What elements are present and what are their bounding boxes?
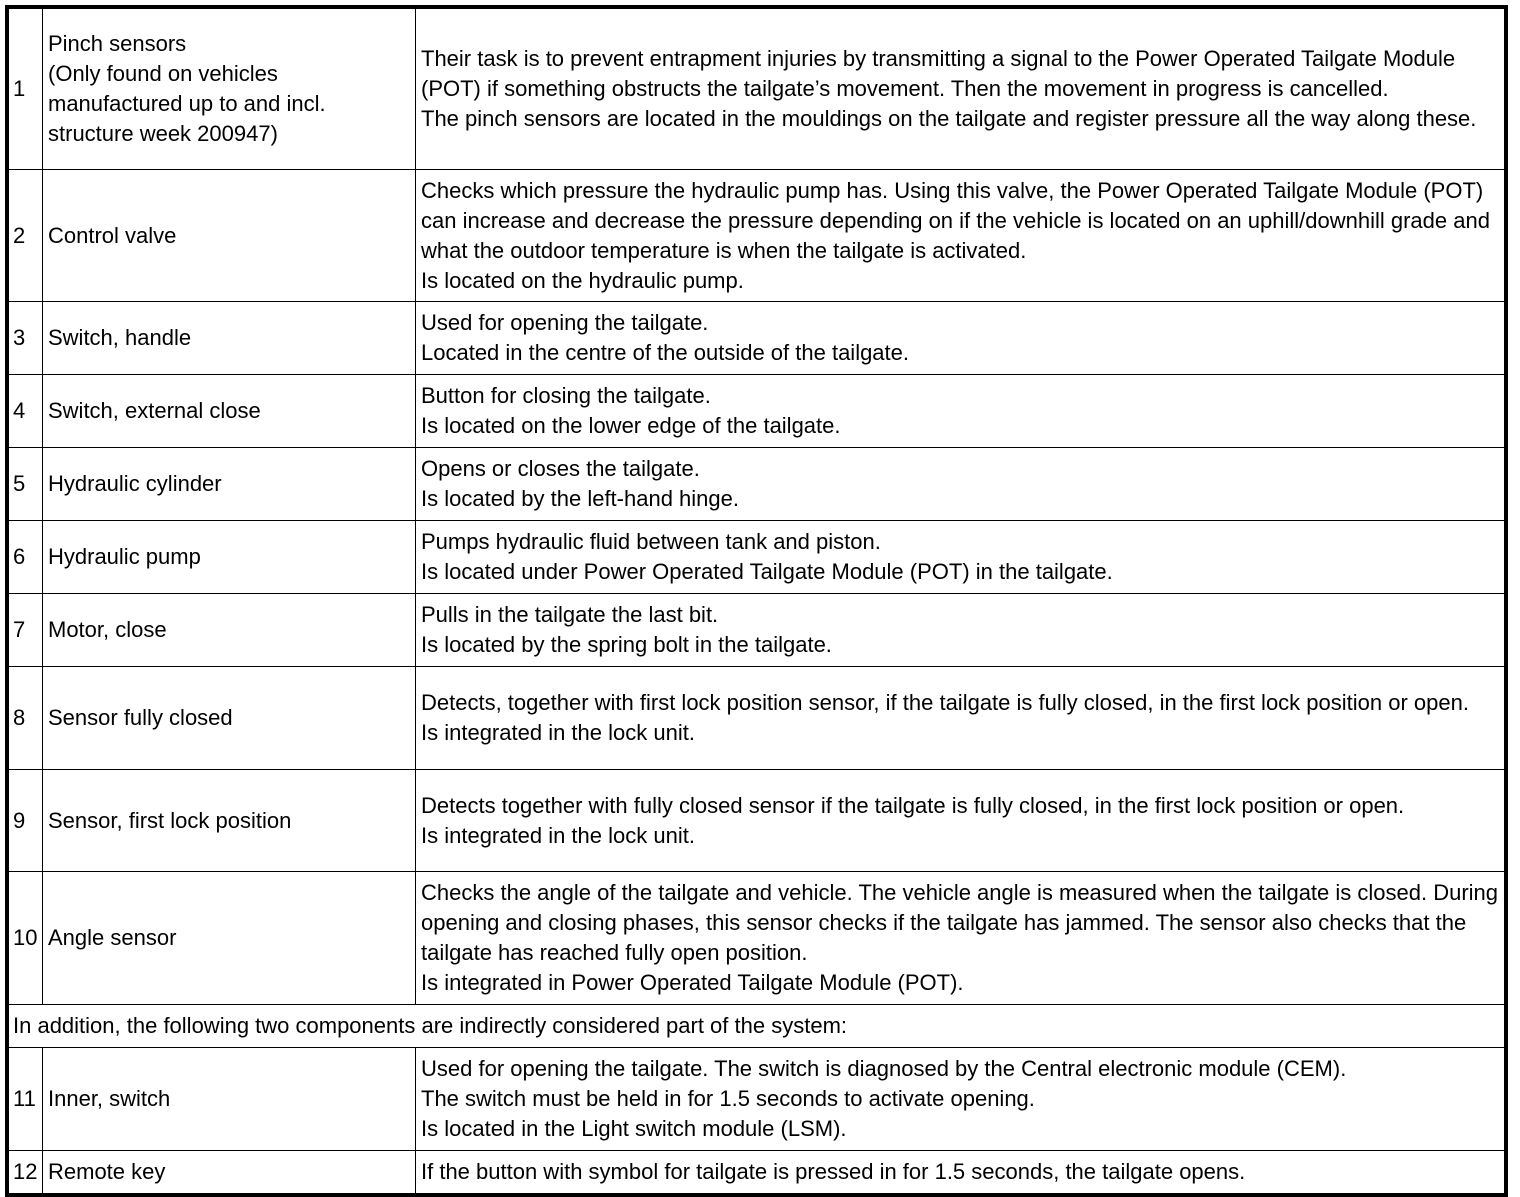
component-description xyxy=(416,7,1507,170)
description-line: The pinch sensors are located in the mouldings on the tailgate and register pressure all the way along these. xyxy=(421,106,1477,131)
component-description xyxy=(416,770,1507,872)
row-number: 8 xyxy=(7,667,43,770)
component-name xyxy=(43,594,416,667)
table-row xyxy=(7,521,1506,594)
description-line: Is integrated in Power Operated Tailgate Module (POT). xyxy=(421,970,964,995)
description-line: Located in the centre of the outside of the tailgate. xyxy=(421,340,910,365)
row-number: 10 xyxy=(7,872,43,1005)
table-row xyxy=(7,375,1506,448)
description-line: Is located in the Light switch module (LSM). xyxy=(421,1116,847,1141)
description-line: The switch must be held in for 1.5 seconds to activate opening. xyxy=(421,1086,1035,1111)
component-description xyxy=(416,594,1507,667)
table-row xyxy=(7,1151,1506,1196)
component-name xyxy=(43,1048,416,1151)
component-description xyxy=(416,521,1507,594)
table-row xyxy=(7,7,1506,170)
table-row xyxy=(7,770,1506,872)
description-line: Is integrated in the lock unit. xyxy=(421,720,695,745)
component-name-line: Angle sensor xyxy=(48,925,177,950)
component-name xyxy=(43,667,416,770)
component-name-line: Motor, close xyxy=(48,617,167,642)
description-line: Is located by the left-hand hinge. xyxy=(421,486,739,511)
component-name-line: Switch, external close xyxy=(48,398,261,423)
description-line: Their task is to prevent entrapment injuries by transmitting a signal to the Power Operated Tailgate Module (POT) if something obstructs the tailgate’s movement. Then the movement in progress is cancelled. xyxy=(421,46,1456,101)
component-name xyxy=(43,521,416,594)
description-line: Opens or closes the tailgate. xyxy=(421,456,700,481)
component-name-line: Switch, handle xyxy=(48,325,192,350)
row-number: 2 xyxy=(7,170,43,302)
row-number: 11 xyxy=(7,1048,43,1151)
component-description xyxy=(416,170,1507,302)
description-line: Used for opening the tailgate. The switch is diagnosed by the Central electronic module (CEM). xyxy=(421,1056,1347,1081)
description-line: Is located on the hydraulic pump. xyxy=(421,267,744,293)
description-line: Checks the angle of the tailgate and vehicle. The vehicle angle is measured when the tailgate is closed. During opening and closing phases, this sensor checks if the tailgate has jammed. The sensor also checks that the tailgate has reached fully open position. xyxy=(421,880,1499,965)
component-name xyxy=(43,170,416,302)
table-row xyxy=(7,448,1506,521)
component-name-line: Remote key xyxy=(48,1159,166,1184)
description-line: Checks which pressure the hydraulic pump has. Using this valve, the Power Operated Tailgate Module (POT) can increase and decrease the pressure depending on if the vehicle is located on an uphill/downhill grade and what the outdoor temperature is when the tailgate is activated. xyxy=(421,177,1490,263)
description-line: Detects, together with first lock position sensor, if the tailgate is fully closed, in the first lock position or open. xyxy=(421,690,1469,715)
table-row xyxy=(7,667,1506,770)
component-description xyxy=(416,667,1507,770)
row-number: 4 xyxy=(7,375,43,448)
component-description xyxy=(416,1151,1507,1196)
component-name xyxy=(43,375,416,448)
description-line: Pulls in the tailgate the last bit. xyxy=(421,602,719,627)
component-description xyxy=(416,375,1507,448)
table-row xyxy=(7,594,1506,667)
component-description xyxy=(416,448,1507,521)
component-name-line: Pinch sensors xyxy=(48,31,187,56)
description-line: Is located by the spring bolt in the tailgate. xyxy=(421,632,832,657)
components-table xyxy=(5,5,1508,1197)
description-line: Used for opening the tailgate. xyxy=(421,310,709,335)
section-note-row xyxy=(7,1005,1506,1048)
table-row xyxy=(7,1048,1506,1151)
description-line: Pumps hydraulic fluid between tank and piston. xyxy=(421,529,881,554)
table-row xyxy=(7,872,1506,1005)
row-number: 6 xyxy=(7,521,43,594)
component-description xyxy=(416,302,1507,375)
component-name-line: Hydraulic pump xyxy=(48,544,201,569)
row-number: 12 xyxy=(7,1151,43,1196)
component-name xyxy=(43,7,416,170)
component-name-line: Sensor fully closed xyxy=(48,705,233,730)
description-line: Button for closing the tailgate. xyxy=(421,383,711,408)
component-name-line: Inner, switch xyxy=(48,1086,171,1111)
component-name-line: Control valve xyxy=(48,222,177,248)
description-line: Detects together with fully closed sensor if the tailgate is fully closed, in the first lock position or open. xyxy=(421,792,1405,818)
section-note: In addition, the following two components are indirectly considered part of the system: xyxy=(7,1005,1506,1048)
row-number: 7 xyxy=(7,594,43,667)
description-line: Is located under Power Operated Tailgate Module (POT) in the tailgate. xyxy=(421,559,1113,584)
component-name-line: Sensor, first lock position xyxy=(48,807,292,833)
row-number: 5 xyxy=(7,448,43,521)
table-row xyxy=(7,302,1506,375)
component-name-note: (Only found on vehicles manufactured up to and incl. structure week 200947) xyxy=(48,61,326,146)
component-name-line: Hydraulic cylinder xyxy=(48,471,222,496)
description-line: If the button with symbol for tailgate is pressed in for 1.5 seconds, the tailgate opens. xyxy=(421,1159,1246,1184)
component-name xyxy=(43,770,416,872)
component-description xyxy=(416,1048,1507,1151)
row-number: 3 xyxy=(7,302,43,375)
component-name xyxy=(43,1151,416,1196)
row-number: 9 xyxy=(7,770,43,872)
component-name xyxy=(43,302,416,375)
row-number: 1 xyxy=(7,7,43,170)
table-row xyxy=(7,170,1506,302)
description-line: Is integrated in the lock unit. xyxy=(421,822,695,848)
component-name xyxy=(43,872,416,1005)
component-description xyxy=(416,872,1507,1005)
component-name xyxy=(43,448,416,521)
description-line: Is located on the lower edge of the tailgate. xyxy=(421,413,841,438)
